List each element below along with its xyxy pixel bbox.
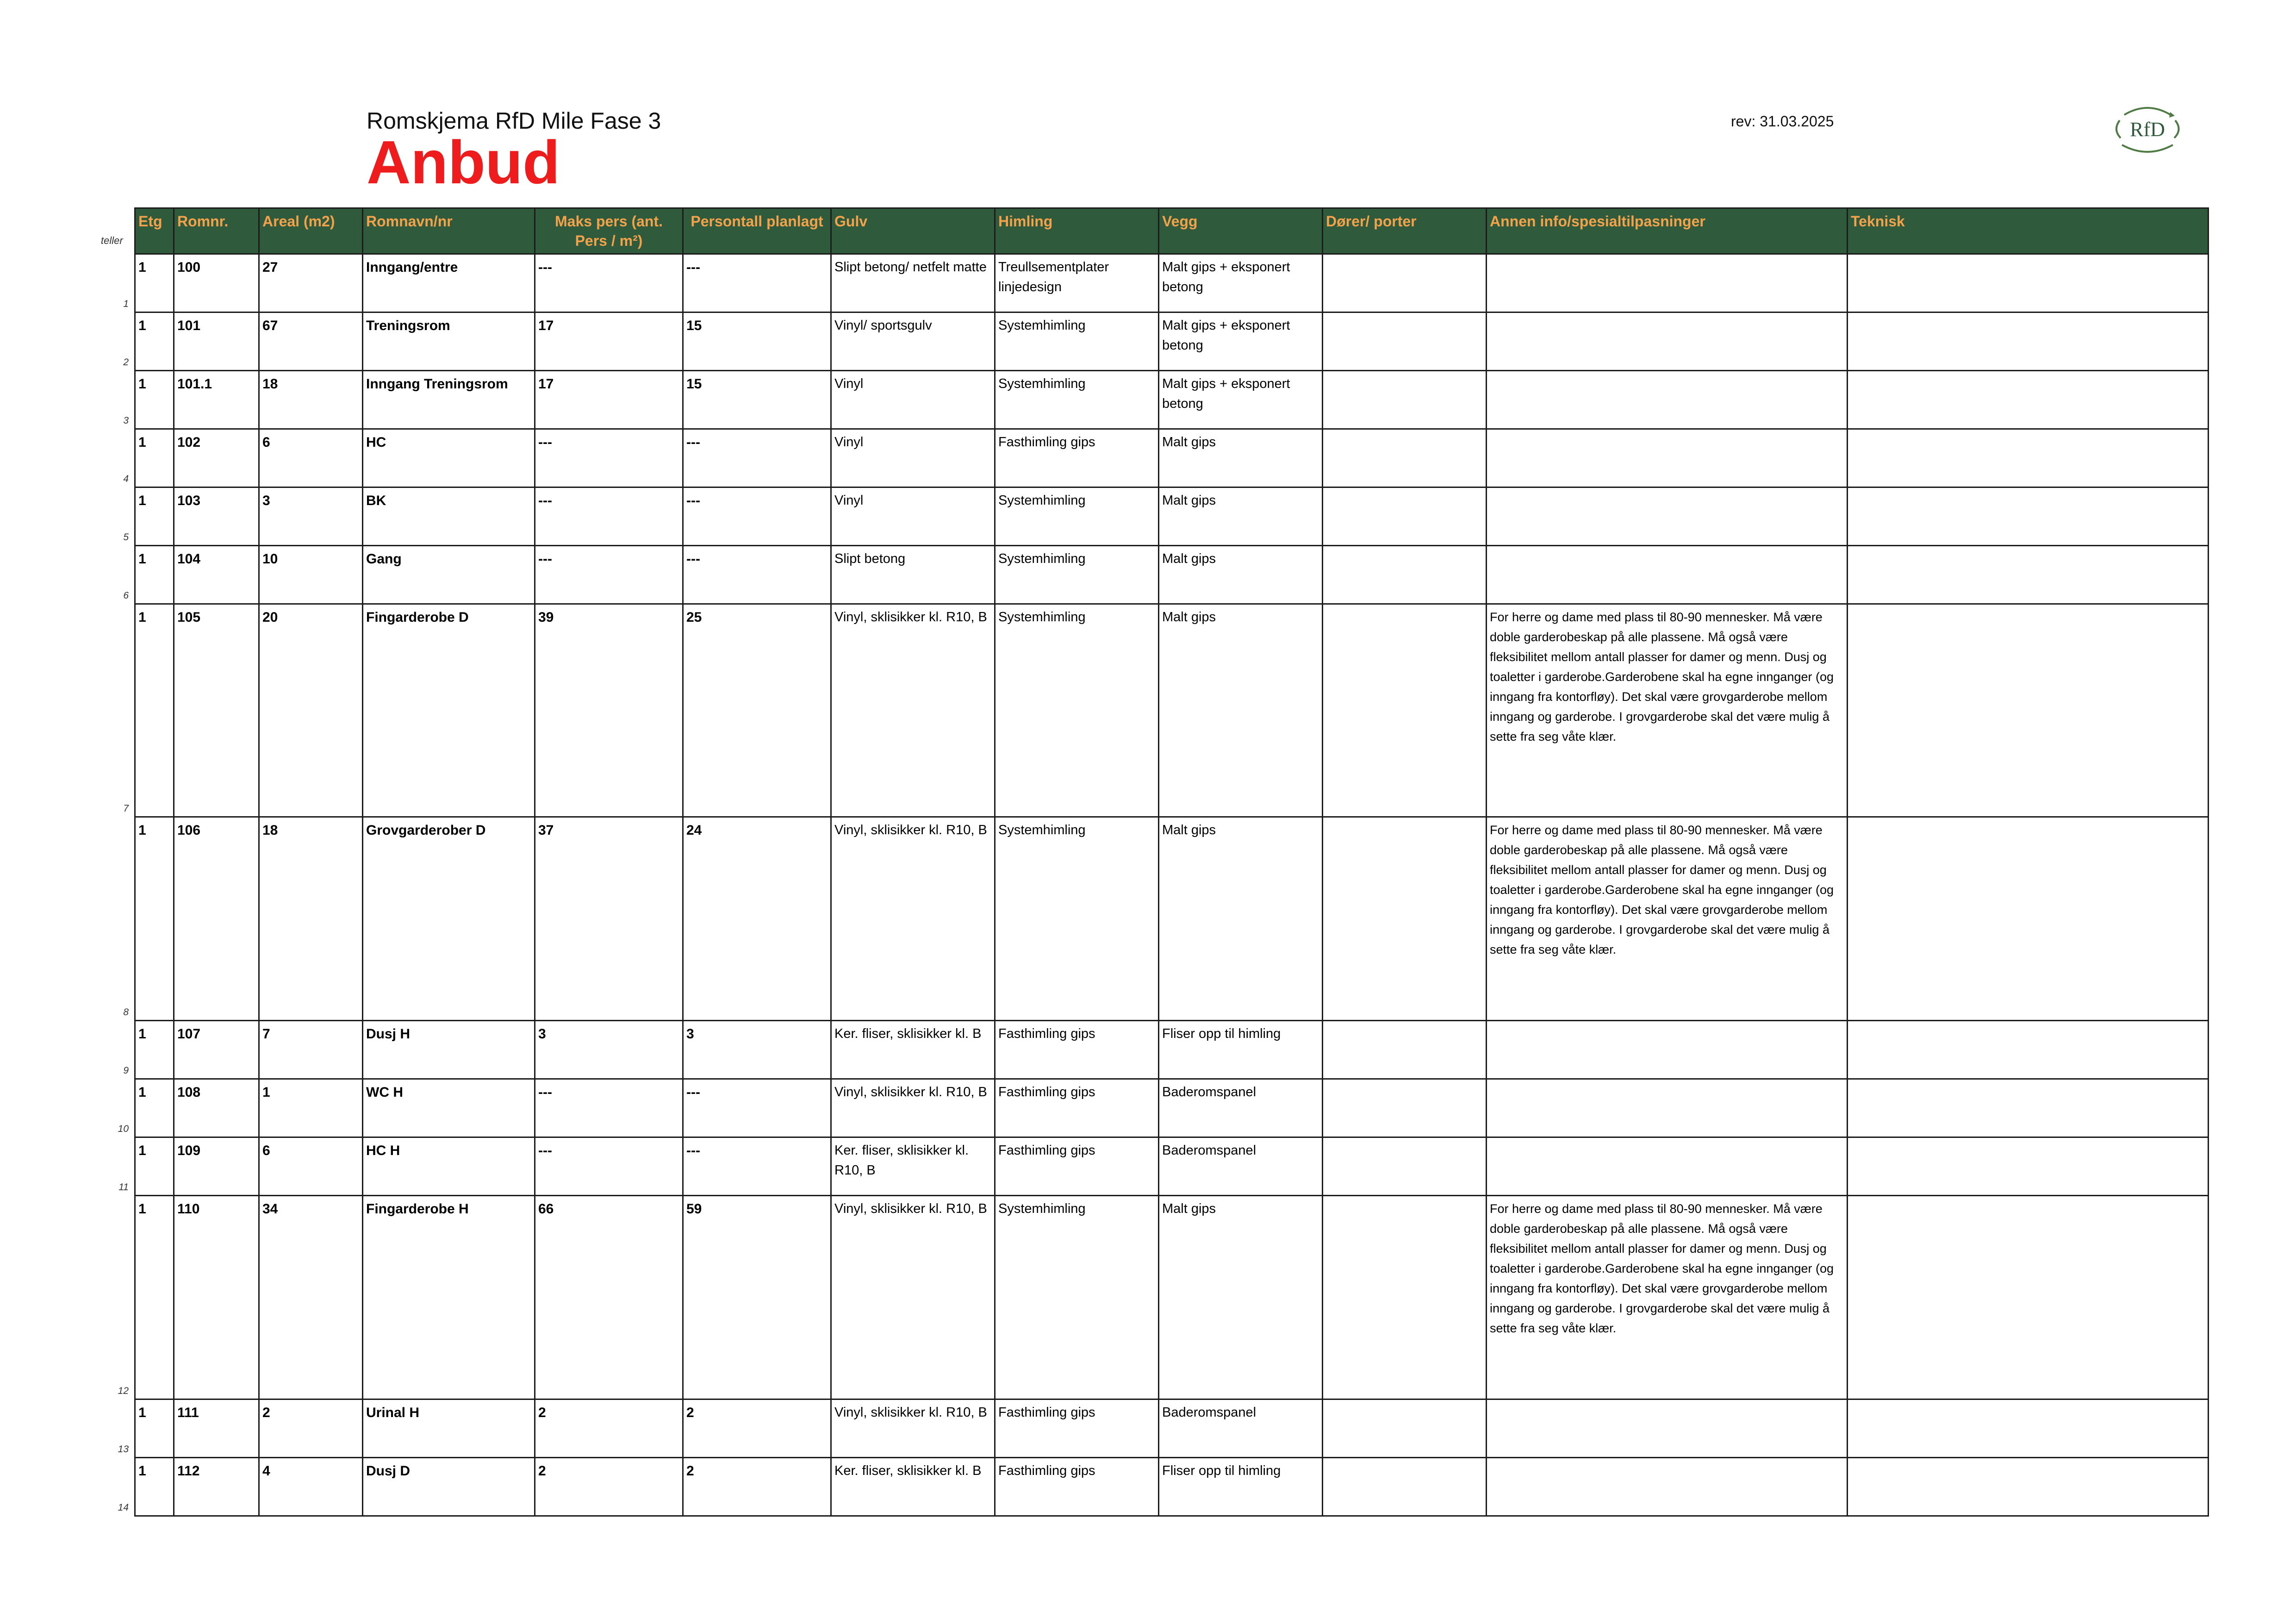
cell-romnr: 106 — [174, 817, 259, 1021]
cell-planlagt: --- — [683, 487, 831, 546]
column-header: Vegg — [1159, 208, 1323, 254]
cell-dorer — [1323, 604, 1487, 817]
cell-dorer — [1323, 254, 1487, 312]
cell-teknisk — [1848, 1196, 2209, 1399]
cell-teknisk — [1848, 1021, 2209, 1079]
cell-maks: 3 — [535, 1021, 683, 1079]
table-header-row — [135, 208, 2209, 254]
cell-vegg: Malt gips + eksponert betong — [1159, 312, 1323, 371]
cell-areal: 3 — [259, 487, 363, 546]
cell-vegg: Malt gips — [1159, 429, 1323, 487]
cell-maks: 66 — [535, 1196, 683, 1399]
table-row — [135, 817, 2209, 1021]
cell-etg: 1 — [135, 1021, 174, 1079]
cell-vegg: Fliser opp til himling — [1159, 1458, 1323, 1516]
cell-navn: Inngang/entre — [363, 254, 535, 312]
cell-info: For herre og dame med plass til 80-90 mennesker. Må være doble garderobeskap på alle plassene. Må også være fleksibilitet mellom antall plasser for damer og menn. Dusj og toaletter i garderobe.Garderobene skal ha egne innganger (og inngang fra kontorfløy). Det skal være grovgarderobe mellom inngang og garderobe. I grovgarderobe skal det være mulig å sette fra seg våte klær. — [1487, 604, 1848, 817]
cell-teknisk — [1848, 1137, 2209, 1196]
cell-navn: WC H — [363, 1079, 535, 1137]
row-counter: 2 — [123, 356, 129, 368]
cell-planlagt: 59 — [683, 1196, 831, 1399]
cell-planlagt: 3 — [683, 1021, 831, 1079]
counter-label: teller — [101, 235, 123, 246]
cell-etg: 1 — [135, 1458, 174, 1516]
column-header: Romnavn/nr — [363, 208, 535, 254]
cell-etg: 1 — [135, 546, 174, 604]
table-row — [135, 312, 2209, 371]
cell-maks: --- — [535, 429, 683, 487]
cell-etg: 1 — [135, 1196, 174, 1399]
room-schedule-table — [134, 207, 2209, 1517]
cell-etg: 1 — [135, 1079, 174, 1137]
row-counter: 1 — [123, 298, 129, 309]
table-row — [135, 487, 2209, 546]
cell-etg: 1 — [135, 604, 174, 817]
cell-teknisk — [1848, 1079, 2209, 1137]
cell-maks: --- — [535, 546, 683, 604]
cell-dorer — [1323, 1458, 1487, 1516]
cell-vegg: Fliser opp til himling — [1159, 1021, 1323, 1079]
cell-romnr: 104 — [174, 546, 259, 604]
cell-gulv: Slipt betong — [831, 546, 995, 604]
cell-teknisk — [1848, 817, 2209, 1021]
row-counter: 12 — [118, 1385, 129, 1396]
cell-vegg: Baderomspanel — [1159, 1137, 1323, 1196]
cell-gulv: Vinyl/ sportsgulv — [831, 312, 995, 371]
cell-gulv: Vinyl — [831, 371, 995, 429]
table-row — [135, 1399, 2209, 1458]
cell-areal: 6 — [259, 1137, 363, 1196]
cell-navn: HC H — [363, 1137, 535, 1196]
cell-teknisk — [1848, 546, 2209, 604]
cell-dorer — [1323, 371, 1487, 429]
cell-vegg: Baderomspanel — [1159, 1399, 1323, 1458]
cell-romnr: 107 — [174, 1021, 259, 1079]
cell-vegg: Malt gips — [1159, 487, 1323, 546]
cell-romnr: 111 — [174, 1399, 259, 1458]
column-header: Himling — [995, 208, 1159, 254]
cell-dorer — [1323, 1021, 1487, 1079]
cell-gulv: Vinyl, sklisikker kl. R10, B — [831, 1079, 995, 1137]
cell-gulv: Vinyl, sklisikker kl. R10, B — [831, 1196, 995, 1399]
cell-gulv: Ker. fliser, sklisikker kl. B — [831, 1021, 995, 1079]
cell-navn: Fingarderobe H — [363, 1196, 535, 1399]
cell-vegg: Baderomspanel — [1159, 1079, 1323, 1137]
cell-navn: Gang — [363, 546, 535, 604]
cell-planlagt: 15 — [683, 371, 831, 429]
row-counter: 6 — [123, 590, 129, 601]
cell-gulv: Vinyl — [831, 429, 995, 487]
cell-planlagt: 25 — [683, 604, 831, 817]
cell-maks: 39 — [535, 604, 683, 817]
cell-teknisk — [1848, 254, 2209, 312]
cell-himling: Systemhimling — [995, 546, 1159, 604]
cell-navn: HC — [363, 429, 535, 487]
row-counter: 7 — [123, 803, 129, 814]
column-header: Dører/ porter — [1323, 208, 1487, 254]
row-counter: 3 — [123, 415, 129, 426]
cell-maks: 2 — [535, 1399, 683, 1458]
cell-etg: 1 — [135, 1399, 174, 1458]
cell-maks: --- — [535, 1137, 683, 1196]
cell-himling: Systemhimling — [995, 487, 1159, 546]
document-title: Romskjema RfD Mile Fase 3 — [367, 108, 661, 134]
cell-areal: 18 — [259, 371, 363, 429]
cell-planlagt: 2 — [683, 1399, 831, 1458]
cell-vegg: Malt gips — [1159, 817, 1323, 1021]
cell-vegg: Malt gips + eksponert betong — [1159, 371, 1323, 429]
cell-etg: 1 — [135, 429, 174, 487]
cell-romnr: 108 — [174, 1079, 259, 1137]
cell-dorer — [1323, 1196, 1487, 1399]
cell-dorer — [1323, 1137, 1487, 1196]
cell-info — [1487, 312, 1848, 371]
column-header: Annen info/spesialtilpasninger — [1487, 208, 1848, 254]
cell-vegg: Malt gips — [1159, 1196, 1323, 1399]
cell-gulv: Vinyl, sklisikker kl. R10, B — [831, 817, 995, 1021]
cell-maks: 17 — [535, 312, 683, 371]
table-row — [135, 1458, 2209, 1516]
cell-areal: 20 — [259, 604, 363, 817]
cell-info — [1487, 1079, 1848, 1137]
row-counter: 10 — [118, 1123, 129, 1134]
table-row — [135, 371, 2209, 429]
cell-info — [1487, 1137, 1848, 1196]
cell-areal: 10 — [259, 546, 363, 604]
cell-info — [1487, 1399, 1848, 1458]
cell-info — [1487, 487, 1848, 546]
cell-romnr: 101 — [174, 312, 259, 371]
cell-info — [1487, 1458, 1848, 1516]
cell-himling: Fasthimling gips — [995, 1021, 1159, 1079]
cell-himling: Systemhimling — [995, 371, 1159, 429]
cell-romnr: 102 — [174, 429, 259, 487]
cell-maks: --- — [535, 1079, 683, 1137]
cell-areal: 6 — [259, 429, 363, 487]
table-row — [135, 254, 2209, 312]
cell-info — [1487, 371, 1848, 429]
row-counter: 13 — [118, 1443, 129, 1455]
row-counter: 5 — [123, 531, 129, 543]
cell-vegg: Malt gips — [1159, 604, 1323, 817]
cell-himling: Fasthimling gips — [995, 1079, 1159, 1137]
cell-areal: 27 — [259, 254, 363, 312]
cell-himling: Treullsementplater linjedesign — [995, 254, 1159, 312]
cell-etg: 1 — [135, 487, 174, 546]
cell-teknisk — [1848, 312, 2209, 371]
document-status: Anbud — [367, 128, 560, 196]
cell-areal: 18 — [259, 817, 363, 1021]
table-row — [135, 1021, 2209, 1079]
cell-navn: Fingarderobe D — [363, 604, 535, 817]
cell-himling: Fasthimling gips — [995, 1458, 1159, 1516]
cell-teknisk — [1848, 604, 2209, 817]
cell-vegg: Malt gips + eksponert betong — [1159, 254, 1323, 312]
cell-etg: 1 — [135, 371, 174, 429]
row-counter: 4 — [123, 473, 129, 484]
cell-navn: Treningsrom — [363, 312, 535, 371]
cell-vegg: Malt gips — [1159, 546, 1323, 604]
cell-dorer — [1323, 1399, 1487, 1458]
cell-romnr: 103 — [174, 487, 259, 546]
cell-maks: 2 — [535, 1458, 683, 1516]
cell-romnr: 100 — [174, 254, 259, 312]
cell-areal: 7 — [259, 1021, 363, 1079]
cell-planlagt: 15 — [683, 312, 831, 371]
cell-gulv: Vinyl — [831, 487, 995, 546]
column-header: Gulv — [831, 208, 995, 254]
cell-navn: Inngang Treningsrom — [363, 371, 535, 429]
column-header: Etg — [135, 208, 174, 254]
cell-info: For herre og dame med plass til 80-90 mennesker. Må være doble garderobeskap på alle plassene. Må også være fleksibilitet mellom antall plasser for damer og menn. Dusj og toaletter i garderobe.Garderobene skal ha egne innganger (og inngang fra kontorfløy). Det skal være grovgarderobe mellom inngang og garderobe. I grovgarderobe skal det være mulig å sette fra seg våte klær. — [1487, 1196, 1848, 1399]
table-row — [135, 1137, 2209, 1196]
cell-navn: BK — [363, 487, 535, 546]
cell-gulv: Ker. fliser, sklisikker kl. B — [831, 1458, 995, 1516]
cell-maks: --- — [535, 254, 683, 312]
cell-gulv: Slipt betong/ netfelt matte — [831, 254, 995, 312]
row-counter: 9 — [123, 1065, 129, 1076]
cell-romnr: 109 — [174, 1137, 259, 1196]
logo-text: RfD — [2130, 118, 2165, 141]
table-row — [135, 1079, 2209, 1137]
cell-etg: 1 — [135, 254, 174, 312]
cell-areal: 4 — [259, 1458, 363, 1516]
cell-navn: Urinal H — [363, 1399, 535, 1458]
cell-planlagt: --- — [683, 1137, 831, 1196]
cell-romnr: 110 — [174, 1196, 259, 1399]
column-header: Teknisk — [1848, 208, 2209, 254]
cell-teknisk — [1848, 487, 2209, 546]
cell-etg: 1 — [135, 312, 174, 371]
cell-areal: 34 — [259, 1196, 363, 1399]
cell-teknisk — [1848, 371, 2209, 429]
column-header: Romnr. — [174, 208, 259, 254]
cell-himling: Systemhimling — [995, 1196, 1159, 1399]
cell-etg: 1 — [135, 1137, 174, 1196]
cell-dorer — [1323, 546, 1487, 604]
cell-etg: 1 — [135, 817, 174, 1021]
table-row — [135, 546, 2209, 604]
cell-dorer — [1323, 429, 1487, 487]
column-header: Areal (m2) — [259, 208, 363, 254]
cell-navn: Dusj H — [363, 1021, 535, 1079]
cell-planlagt: --- — [683, 546, 831, 604]
cell-romnr: 105 — [174, 604, 259, 817]
cell-himling: Fasthimling gips — [995, 429, 1159, 487]
cell-areal: 2 — [259, 1399, 363, 1458]
cell-gulv: Vinyl, sklisikker kl. R10, B — [831, 1399, 995, 1458]
cell-planlagt: --- — [683, 1079, 831, 1137]
cell-himling: Systemhimling — [995, 817, 1159, 1021]
cell-teknisk — [1848, 429, 2209, 487]
cell-gulv: Ker. fliser, sklisikker kl. R10, B — [831, 1137, 995, 1196]
cell-areal: 67 — [259, 312, 363, 371]
cell-navn: Grovgarderober D — [363, 817, 535, 1021]
cell-maks: --- — [535, 487, 683, 546]
cell-navn: Dusj D — [363, 1458, 535, 1516]
cell-himling: Systemhimling — [995, 604, 1159, 817]
cell-info — [1487, 546, 1848, 604]
cell-dorer — [1323, 1079, 1487, 1137]
cell-info — [1487, 429, 1848, 487]
row-counter: 14 — [118, 1502, 129, 1513]
cell-dorer — [1323, 312, 1487, 371]
revision-date: rev: 31.03.2025 — [1731, 113, 1834, 130]
cell-romnr: 101.1 — [174, 371, 259, 429]
cell-himling: Fasthimling gips — [995, 1399, 1159, 1458]
column-header: Persontall planlagt — [683, 208, 831, 254]
cell-dorer — [1323, 817, 1487, 1021]
cell-info — [1487, 1021, 1848, 1079]
cell-planlagt: --- — [683, 429, 831, 487]
cell-info — [1487, 254, 1848, 312]
table-row — [135, 1196, 2209, 1399]
table-row — [135, 604, 2209, 817]
cell-maks: 37 — [535, 817, 683, 1021]
column-header: Maks pers (ant. Pers / m²) — [535, 208, 683, 254]
table-row — [135, 429, 2209, 487]
cell-planlagt: 24 — [683, 817, 831, 1021]
cell-gulv: Vinyl, sklisikker kl. R10, B — [831, 604, 995, 817]
cell-info: For herre og dame med plass til 80-90 mennesker. Må være doble garderobeskap på alle plassene. Må også være fleksibilitet mellom antall plasser for damer og menn. Dusj og toaletter i garderobe.Garderobene skal ha egne innganger (og inngang fra kontorfløy). Det skal være grovgarderobe mellom inngang og garderobe. I grovgarderobe skal det være mulig å sette fra seg våte klær. — [1487, 817, 1848, 1021]
cell-dorer — [1323, 487, 1487, 546]
cell-planlagt: --- — [683, 254, 831, 312]
row-counter: 8 — [123, 1006, 129, 1018]
cell-teknisk — [1848, 1458, 2209, 1516]
cell-romnr: 112 — [174, 1458, 259, 1516]
row-counter: 11 — [118, 1181, 129, 1193]
cell-maks: 17 — [535, 371, 683, 429]
cell-areal: 1 — [259, 1079, 363, 1137]
cell-teknisk — [1848, 1399, 2209, 1458]
cell-planlagt: 2 — [683, 1458, 831, 1516]
rfd-logo — [2110, 101, 2184, 156]
cell-himling: Fasthimling gips — [995, 1137, 1159, 1196]
cell-himling: Systemhimling — [995, 312, 1159, 371]
